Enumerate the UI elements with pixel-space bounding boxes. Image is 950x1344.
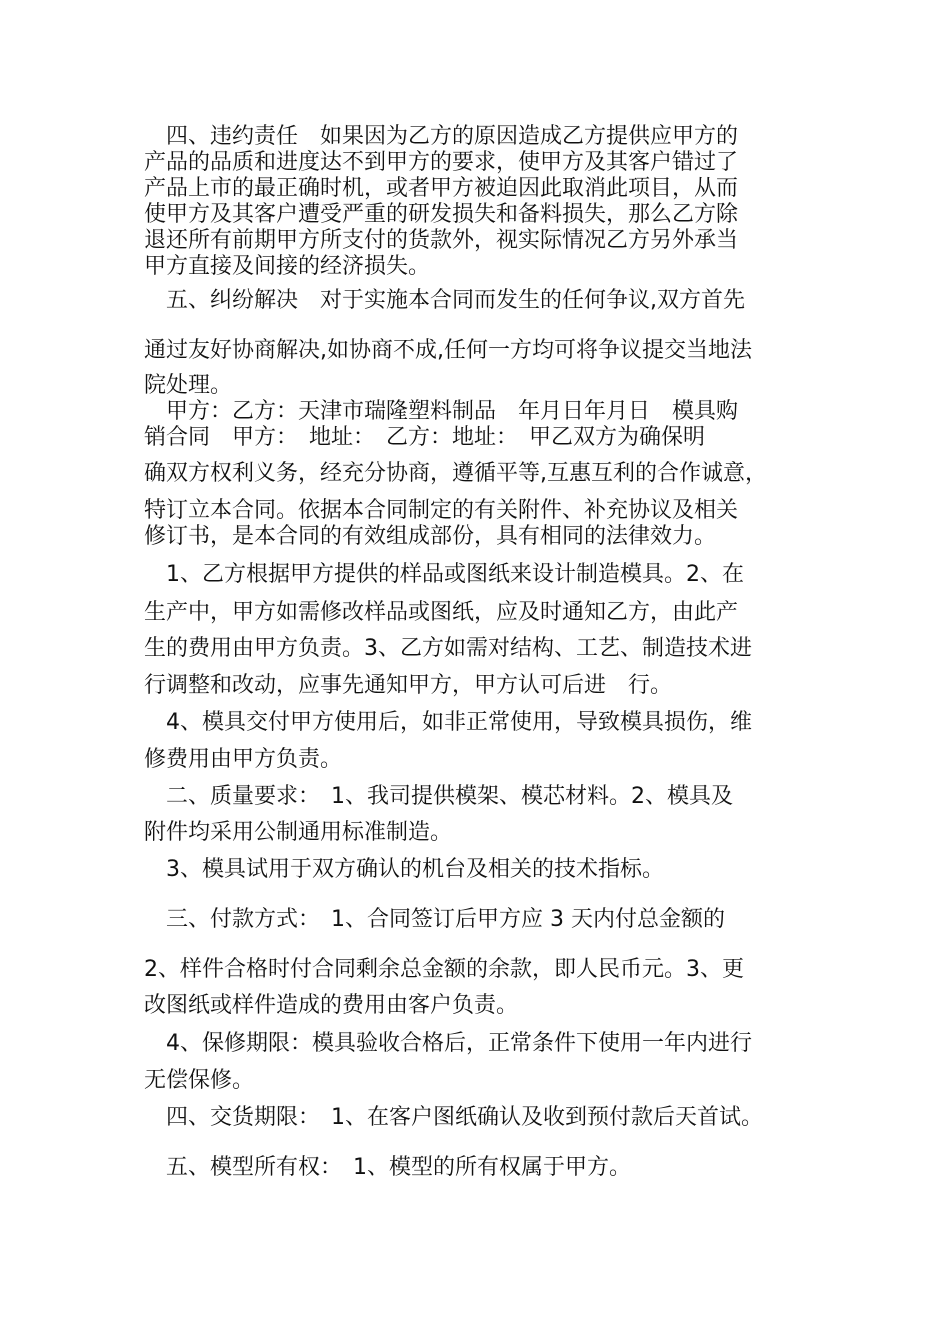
text-line: 甲方：乙方：天津市瑞隆塑料制品 年月日年月日 模具购 [144,399,739,424]
text-line: 确双方权利义务，经充分协商，遵循平等,互惠互利的合作诚意， [144,461,767,486]
text-line: 改图纸或样件造成的费用由客户负责。 [144,993,519,1018]
text-line: 使甲方及其客户遭受严重的研发损失和备料损失，那么乙方除 [144,202,739,227]
text-line: 修订书，是本合同的有效组成部份，具有相同的法律效力。 [144,524,717,549]
text-line: 附件均采用公制通用标准制造。 [144,820,453,845]
text-line: 3、模具试用于双方确认的机台及相关的技术指标。 [144,857,664,882]
text-line: 四、违约责任 如果因为乙方的原因造成乙方提供应甲方的 [144,124,739,149]
text-line: 生产中，甲方如需修改样品或图纸，应及时通知乙方，由此产 [144,600,739,625]
text-line: 甲方直接及间接的经济损失。 [144,254,431,279]
text-line: 特订立本合同。依据本合同制定的有关附件、补充协议及相关 [144,498,739,523]
text-line: 1、乙方根据甲方提供的样品或图纸来设计制造模具。2、在 [144,562,744,587]
text-line: 二、质量要求： 1、我司提供模架、模芯材料。2、模具及 [144,784,733,809]
text-line: 4、保修期限：模具验收合格后，正常条件下使用一年内进行 [144,1031,752,1056]
text-line: 四、交货期限： 1、在客户图纸确认及收到预付款后天首试。 [144,1105,763,1130]
text-line: 产品的品质和进度达不到甲方的要求，使甲方及其客户错过了 [144,150,739,175]
text-line: 退还所有前期甲方所支付的货款外，视实际情况乙方另外承当 [144,228,739,253]
text-line: 无偿保修。 [144,1068,255,1093]
text-line: 三、付款方式： 1、合同签订后甲方应 3 天内付总金额的 [144,907,725,932]
text-line: 2、样件合格时付合同剩余总金额的余款，即人民币元。3、更 [144,957,744,982]
text-line: 销合同 甲方： 地址： 乙方：地址： 甲乙双方为确保明 [144,425,706,450]
text-line: 通过友好协商解决,如协商不成,任何一方均可将争议提交当地法 [144,338,752,363]
text-line: 五、纠纷解决 对于实施本合同而发生的任何争议,双方首先 [144,288,745,313]
text-line: 生的费用由甲方负责。3、乙方如需对结构、工艺、制造技术进 [144,636,752,661]
text-line: 4、模具交付甲方使用后，如非正常使用，导致模具损伤，维 [144,710,752,735]
text-line: 行调整和改动，应事先通知甲方，甲方认可后进 行。 [144,673,673,698]
text-line: 产品上市的最正确时机，或者甲方被迫因此取消此项目，从而 [144,176,739,201]
text-line: 修费用由甲方负责。 [144,747,343,772]
text-line: 五、模型所有权： 1、模型的所有权属于甲方。 [144,1155,631,1180]
text-line: 院处理。 [144,373,233,398]
